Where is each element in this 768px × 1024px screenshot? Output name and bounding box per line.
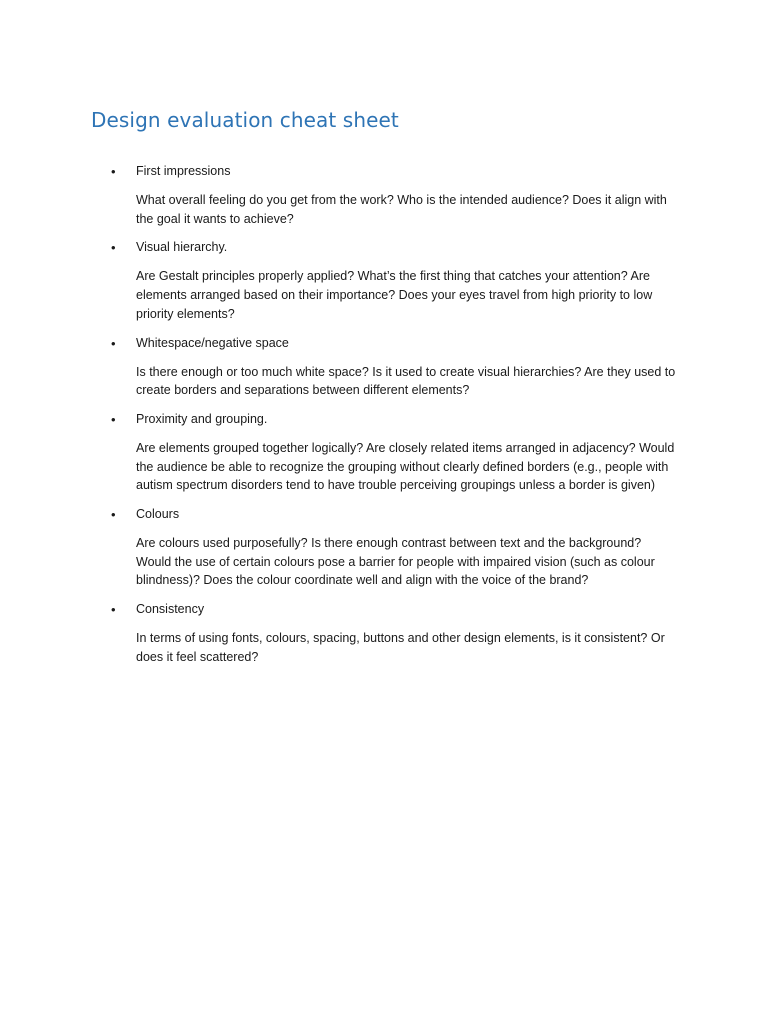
bullet-icon: • bbox=[111, 335, 116, 351]
section-list bbox=[0, 162, 768, 677]
bullet-icon: • bbox=[111, 164, 116, 179]
section-heading: Proximity and grouping. bbox=[136, 411, 268, 426]
bullet-icon: • bbox=[111, 602, 116, 618]
section-body: Is there enough or too much white space? Is it used to create visual hierarchies? Are they used to create borders and separations between different elements? bbox=[136, 364, 676, 398]
section-heading: Whitespace/negative space bbox=[136, 335, 289, 350]
section-body: Are Gestalt principles properly applied? What’s the first thing that catches your attention? Are elements arranged based on their importance? Does your eyes travel from high priority to low priority elements? bbox=[136, 269, 653, 321]
section-item bbox=[0, 600, 768, 666]
section-item bbox=[0, 162, 768, 228]
section-item bbox=[0, 334, 768, 400]
bullet-icon: • bbox=[111, 507, 116, 523]
section-body: What overall feeling do you get from the work? Who is the intended audience? Does it align with the goal it wants to achieve? bbox=[136, 193, 667, 226]
section-heading: Visual hierarchy. bbox=[136, 240, 228, 255]
section-heading: First impressions bbox=[136, 164, 231, 178]
document-title: Design evaluation cheat sheet bbox=[91, 108, 399, 132]
section-body: In terms of using fonts, colours, spacing, buttons and other design elements, is it consistent? Or does it feel scattered? bbox=[136, 631, 665, 664]
section-item bbox=[0, 505, 768, 590]
bullet-icon: • bbox=[111, 411, 116, 427]
bullet-icon: • bbox=[111, 240, 116, 256]
section-heading: Consistency bbox=[136, 602, 205, 617]
section-item bbox=[0, 410, 768, 495]
section-item bbox=[0, 238, 768, 323]
section-body: Are colours used purposefully? Is there enough contrast between text and the background? Would the use of certain colours pose a barrier for people with impaired vision (such as colour blindness)? Does the colour coordinate well and align with the voice of the brand? bbox=[136, 536, 655, 588]
section-body: Are elements grouped together logically? Are closely related items arranged in adjacency? Would the audience be able to recognize the grouping without clearly defined borders (e.g., people with autism spectrum disorders tend to have trouble perceiving groupings unless a border is given) bbox=[136, 440, 675, 493]
section-heading: Colours bbox=[136, 507, 180, 522]
